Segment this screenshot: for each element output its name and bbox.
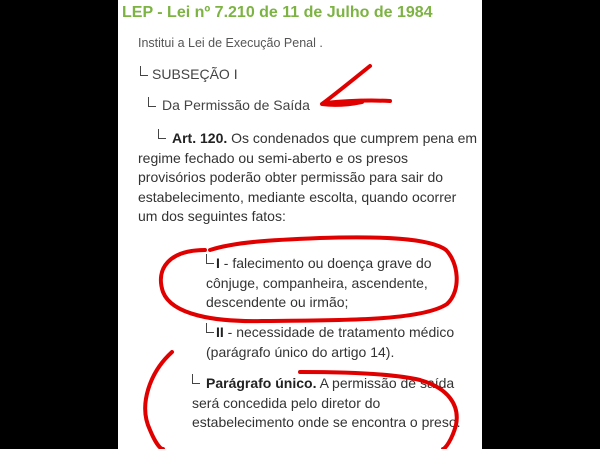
law-title[interactable]: LEP - Lei nº 7.210 de 11 de Julho de 1984 (122, 4, 433, 21)
inciso-text: - necessidade de tratamento médico (parágrafo único do artigo 14). (206, 324, 455, 360)
tree-corner-icon (140, 66, 148, 76)
subsection-label: SUBSEÇÃO I (152, 66, 238, 82)
document-page (118, 0, 482, 449)
inciso-i[interactable] (206, 254, 476, 313)
article-label: Art. 120. (172, 130, 228, 146)
inciso-label: II (216, 324, 224, 340)
article-text: Os condenados que cumprem pena em regime fechado ou semi-aberto e os presos provisórios poderão obter permissão para sair do estabelecimento, mediante escolta, quando ocorrer um dos seguintes fatos: (138, 130, 478, 224)
tree-corner-icon (158, 129, 166, 139)
tree-corner-icon (206, 254, 214, 264)
section-title: Da Permissão de Saída (162, 97, 310, 113)
tree-corner-icon (192, 374, 200, 384)
paragraph-text: A permissão de saída será concedida pelo diretor do estabelecimento onde se encontra o preso. (192, 375, 461, 430)
law-subtitle: Institui a Lei de Execução Penal . (138, 36, 323, 50)
inciso-label: I (216, 255, 220, 271)
inciso-ii[interactable] (206, 323, 476, 362)
tree-corner-icon (206, 323, 214, 333)
paragraph-label: Parágrafo único. (206, 375, 317, 391)
article-120[interactable] (138, 129, 478, 227)
paragrafo-unico[interactable] (192, 374, 472, 433)
tree-corner-icon (148, 97, 156, 107)
inciso-text: - falecimento ou doença grave do cônjuge, companheira, ascendente, descendente ou irmão; (206, 255, 432, 310)
